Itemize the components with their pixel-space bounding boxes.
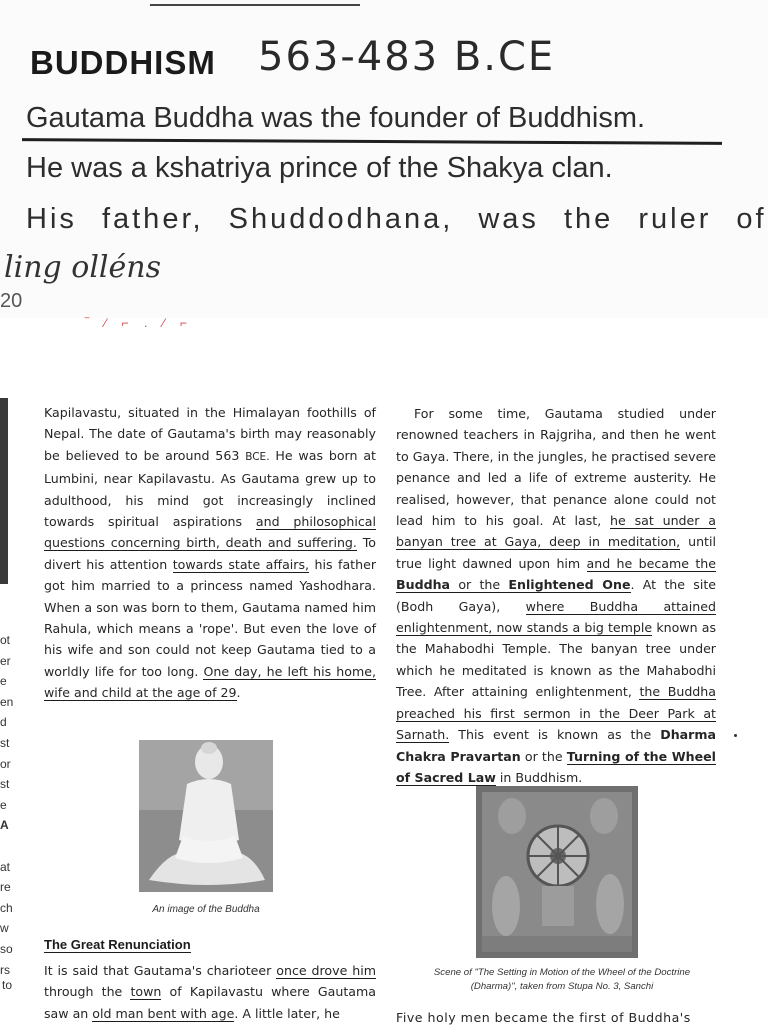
- text: in Buddhism.: [495, 769, 583, 785]
- left-column: [44, 402, 376, 704]
- bold-term: Buddha: [396, 577, 451, 593]
- page-edge-shadow: [0, 398, 8, 584]
- text: known as the Mahabodhi Temple. The banyan tree under which he meditated is known as the Mahabodhi Tree. After attaining enlightenment,: [396, 620, 716, 700]
- text: For some time, Gautama studied under renowned teachers in Rajgriha, and then he went to Gaya. There, in the jungles, he practised severe penance and led a life of extreme austerity. He realised, however, that penance alone could not lead him to his goal. At last,: [396, 406, 716, 529]
- text: through the: [44, 984, 131, 1000]
- text: .: [236, 685, 241, 701]
- left-column-continued: [44, 960, 376, 1024]
- edge-fragment: e: [0, 674, 7, 689]
- red-pen-marks: ‾ ⁄ ⌐ . ⁄ ⌐: [85, 316, 194, 330]
- text: or the: [450, 577, 509, 593]
- text: Kapilavastu, situated in the Himalayan foothills of Nepal. The date of Gautama's birth may reasonably be believed to be around 563: [44, 405, 376, 463]
- figure-caption: An image of the Buddha: [152, 904, 260, 915]
- bold-term: Enlightened One: [508, 577, 631, 593]
- buddha-image: [139, 740, 273, 892]
- edge-fragment: rs: [0, 962, 10, 977]
- top-page-fragment: [0, 0, 768, 318]
- edge-fragment: er: [0, 653, 11, 668]
- header-line-3: His father, Shuddodhana, was the ruler of: [26, 203, 767, 235]
- edge-fragment: en: [0, 694, 14, 709]
- underlined-text: where Buddha attained enlightenment, now stands a big temple: [396, 598, 716, 636]
- text: . A little later, he: [234, 1005, 340, 1021]
- edge-fragment: to: [2, 978, 13, 992]
- edge-fragment: d: [0, 715, 7, 730]
- right-column: [396, 403, 716, 788]
- page-title: BUDDHISM: [30, 44, 216, 81]
- section-heading: The Great Renunciation: [44, 937, 191, 952]
- text: until true light dawned upon him: [396, 534, 716, 571]
- edge-fragment: w: [0, 921, 9, 936]
- header-line-1: Gautama Buddha was the founder of Buddhism.: [26, 102, 646, 134]
- paragraph-start: Five holy men became the first of Buddha's: [396, 1010, 691, 1025]
- header-line-2: He was a kshatriya prince of the Shakya clan.: [26, 152, 613, 184]
- edge-fragment: [0, 836, 20, 857]
- bold-term: Dharma Chakra Pravartan: [396, 727, 716, 764]
- underlined-text: towards state affairs,: [172, 556, 310, 572]
- underlined-text: the Buddha preached his first sermon in the Deer Park at Sarnath.: [396, 684, 717, 743]
- sanchi-relief-image: [476, 786, 638, 958]
- edge-fragment: A: [0, 818, 9, 833]
- underlined-text: and philosophical questions concerning birth, death and suffering.: [44, 514, 376, 551]
- edge-fragment: or: [0, 756, 11, 771]
- text: his father got him married to a princess named Yashodhara. When a son was born to them, Gautama named him Rahula, which means a 'rope'. But even the love of his wife and son could not keep Gautama tied to a worldly life for too long.: [44, 556, 377, 679]
- left-edge-text: [0, 630, 20, 980]
- underlined-text: once drove him: [276, 963, 376, 978]
- underlined-text: town: [130, 984, 162, 1000]
- pen-stroke: [150, 4, 360, 6]
- pen-dot: [734, 734, 737, 737]
- underlined-text: and he became the: [586, 555, 716, 571]
- edge-fragment: so: [0, 941, 13, 956]
- page-number-fragment: 20: [0, 290, 23, 312]
- text: or the: [520, 748, 567, 764]
- buddha-figure-icon: [139, 740, 273, 892]
- handwritten-date: 563-483 B.CE: [258, 34, 556, 80]
- underlined-text: he sat under a banyan tree at Gaya, deep in meditation,: [396, 513, 717, 550]
- underlined-text: old man bent with age: [92, 1005, 235, 1021]
- edge-fragment: st: [0, 735, 10, 750]
- text: . At the site (Bodh Gaya),: [396, 577, 717, 614]
- edge-fragment: re: [0, 880, 11, 895]
- paragraph: [44, 960, 376, 1024]
- text: It is said that Gautama's charioteer: [44, 963, 277, 978]
- dharma-wheel-icon: [476, 786, 638, 958]
- text: This event is known as the: [449, 727, 661, 743]
- text: To divert his attention: [44, 535, 376, 572]
- edge-fragment: st: [0, 777, 10, 792]
- text: of Kapilavastu where Gautama saw an: [44, 984, 376, 1021]
- text: He was born at Lumbini, near Kapilavastu. As Gautama grew up to adulthood, his mind got increasingly inclined towards spiritual aspirations: [44, 447, 376, 530]
- edge-fragment: ot: [0, 633, 11, 647]
- text: BCE.: [245, 450, 270, 463]
- handwritten-scribble: ling olléns: [4, 250, 161, 285]
- figure-caption: Scene of "The Setting in Motion of the Wheel of the Doctrine (Dharma)", taken from Stupa No. 3, Sanchi: [433, 967, 691, 992]
- edge-fragment: ch: [0, 900, 13, 915]
- edge-fragment: e: [0, 797, 7, 812]
- underlined-text: One day, he left his home, wife and child at the age of 29: [44, 663, 376, 701]
- handwritten-underline: [22, 138, 722, 145]
- paragraph: [44, 402, 376, 704]
- edge-fragment: at: [0, 859, 11, 874]
- bold-term: Turning of the Wheel of Sacred Law: [396, 748, 716, 785]
- paragraph: [396, 403, 716, 788]
